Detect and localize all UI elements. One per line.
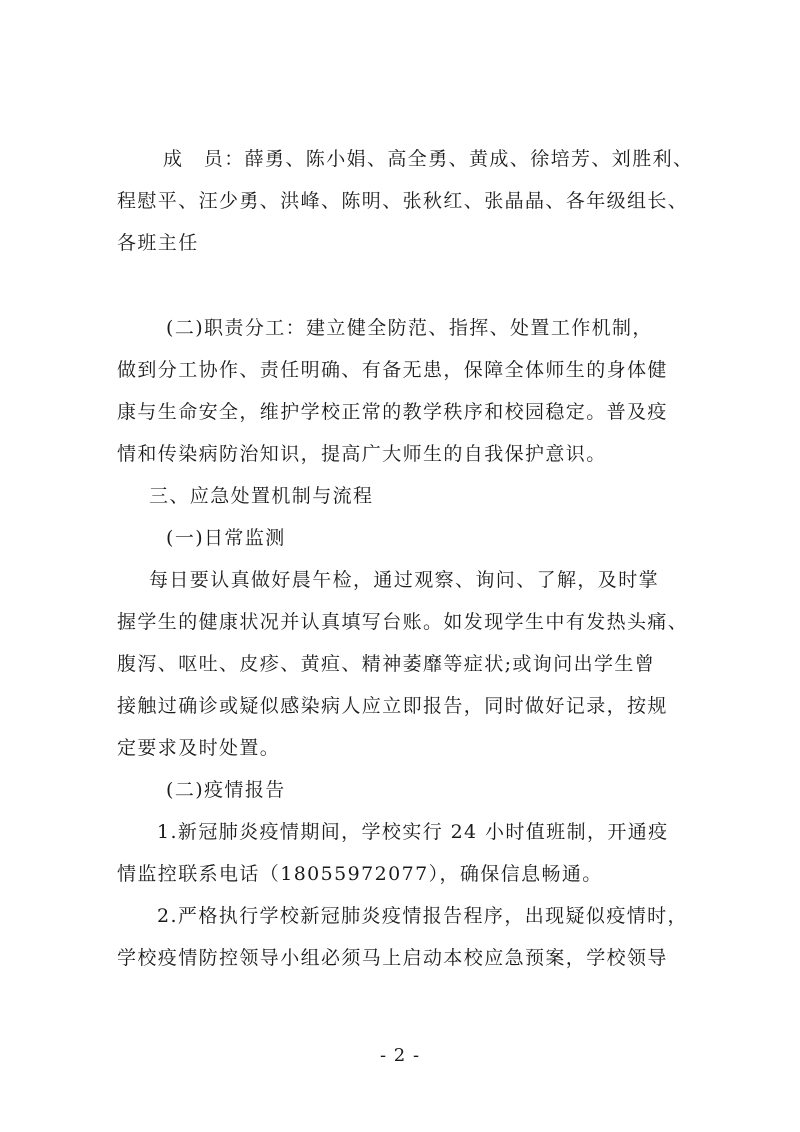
members-line-2: 程慰平、汪少勇、洪峰、陈明、张秋红、张晶晶、各年级组长、 (117, 190, 689, 212)
duties-line-4: 情和传染病防治知识，提高广大师生的自我保护意识。 (117, 443, 607, 465)
monitoring-line-5: 定要求及时处置。 (117, 737, 281, 759)
page-number: - 2 - (379, 1045, 421, 1066)
report-item-2-line-1: 2.严格执行学校新冠肺炎疫情报告程序，出现疑似疫情时， (157, 905, 688, 927)
monitoring-line-1: 每日要认真做好晨午检，通过观察、询问、了解，及时掌 (149, 569, 660, 591)
section-three-heading: 三、应急处置机制与流程 (149, 485, 374, 507)
epidemic-report-heading: (二)疫情报告 (166, 779, 286, 801)
duties-heading-line: (二)职责分工：建立健全防范、指挥、处置工作机制， (166, 317, 653, 339)
duties-line-2: 做到分工协作、责任明确、有备无患，保障全体师生的身体健 (117, 359, 668, 381)
duties-line-3: 康与生命安全，维护学校正常的教学秩序和校园稳定。普及疫 (117, 401, 668, 423)
report-item-1-line-1: 1.新冠肺炎疫情期间，学校实行 24 小时值班制，开通疫 (157, 821, 669, 843)
members-line-1: 成 员：薛勇、陈小娟、高全勇、黄成、徐培芳、刘胜利、 (163, 148, 694, 170)
report-item-1-line-2: 情监控联系电话（18055972077），确保信息畅通。 (117, 863, 603, 885)
members-line-3: 各班主任 (117, 232, 199, 254)
report-item-2-line-2: 学校疫情防控领导小组必须马上启动本校应急预案，学校领导 (117, 947, 668, 969)
monitoring-line-2: 握学生的健康状况并认真填写台账。如发现学生中有发热头痛、 (117, 611, 689, 633)
daily-monitoring-heading: (一)日常监测 (166, 527, 286, 549)
monitoring-line-4: 接触过确诊或疑似感染病人应立即报告，同时做好记录，按规 (117, 695, 668, 717)
monitoring-line-3: 腹泻、呕吐、皮疹、黄疸、精神萎靡等症状;或询问出学生曾 (117, 653, 656, 675)
